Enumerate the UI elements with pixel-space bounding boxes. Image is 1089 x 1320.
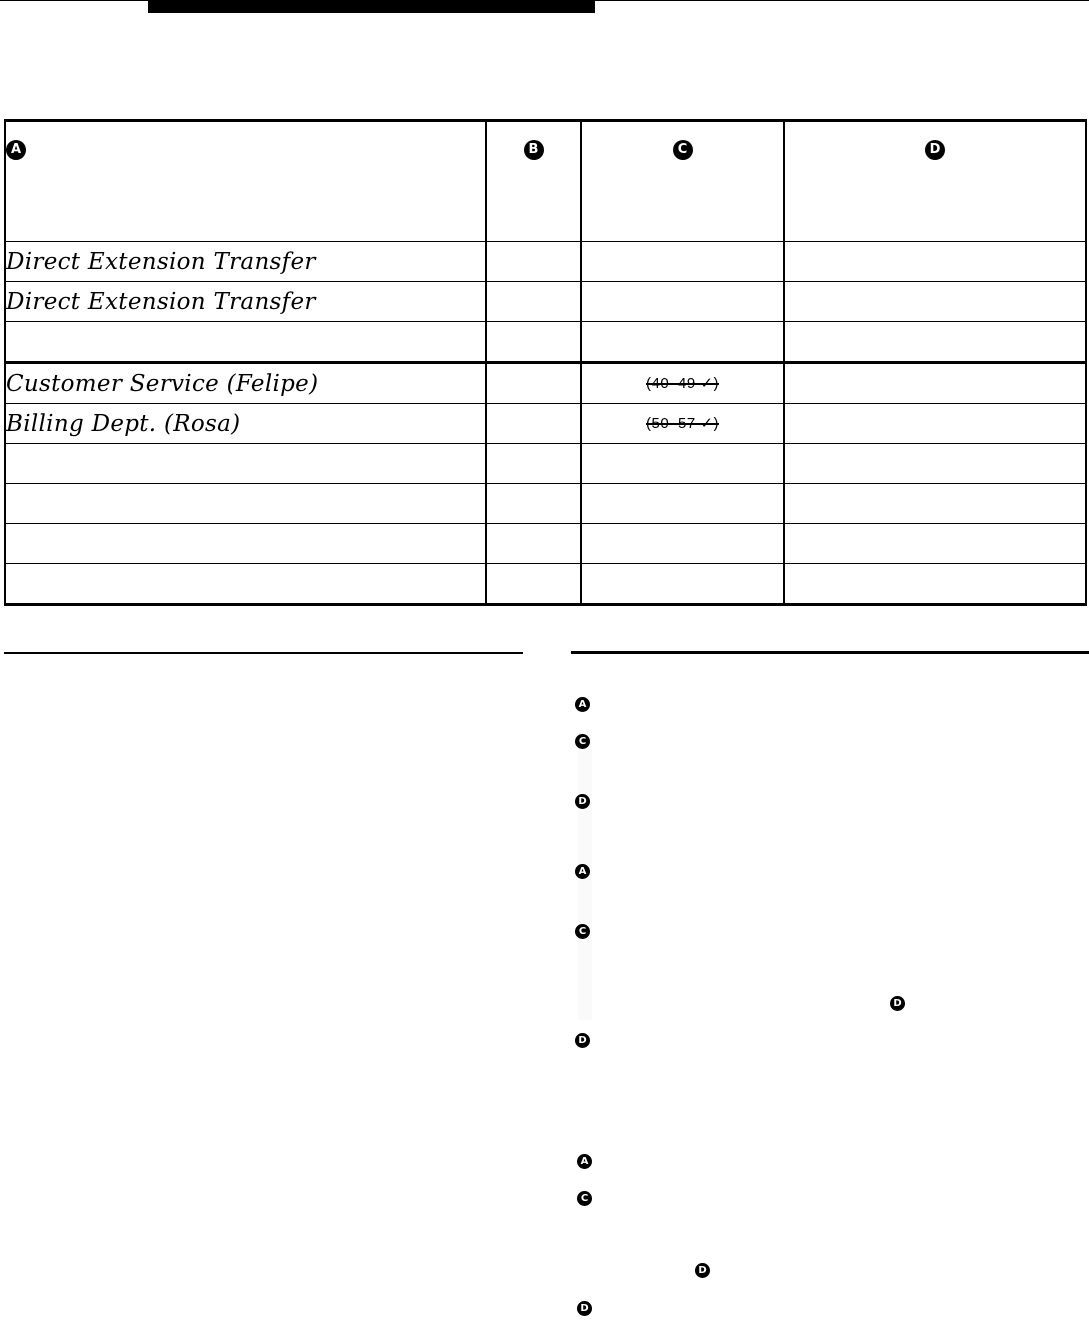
row-c-cell bbox=[581, 242, 784, 282]
row-name-cell bbox=[5, 444, 486, 484]
row-d-cell bbox=[784, 564, 1086, 605]
marker-d-icon: D bbox=[695, 1263, 710, 1278]
table-row bbox=[5, 282, 1086, 322]
left-section-rule bbox=[4, 652, 523, 654]
row-b-cell bbox=[486, 282, 581, 322]
table-row bbox=[5, 242, 1086, 282]
row-name-cell: Customer Service (Felipe) bbox=[5, 363, 486, 404]
marker-a-icon: A bbox=[575, 864, 590, 879]
row-d-cell bbox=[784, 242, 1086, 282]
table-row bbox=[5, 363, 1086, 404]
marker-d-icon: D bbox=[890, 996, 905, 1011]
row-b-cell bbox=[486, 322, 581, 363]
table-row bbox=[5, 444, 1086, 484]
row-c-cell bbox=[581, 564, 784, 605]
marker-d-icon: D bbox=[925, 140, 945, 160]
marker-b-icon: B bbox=[524, 140, 544, 160]
row-name-cell bbox=[5, 322, 486, 363]
marker-d-icon: D bbox=[575, 1033, 590, 1048]
row-d-cell bbox=[784, 363, 1086, 404]
row-c-cell bbox=[581, 444, 784, 484]
table-row bbox=[5, 484, 1086, 524]
marker-d-icon: D bbox=[575, 794, 590, 809]
row-d-cell bbox=[784, 322, 1086, 363]
row-d-cell bbox=[784, 524, 1086, 564]
struck-range-text: (50–57 ✓) bbox=[646, 415, 719, 432]
row-name-cell bbox=[5, 484, 486, 524]
marker-a-icon: A bbox=[575, 697, 590, 712]
table-row bbox=[5, 404, 1086, 444]
marker-c-icon: C bbox=[575, 924, 590, 939]
row-d-cell bbox=[784, 282, 1086, 322]
marker-a-icon: A bbox=[6, 140, 26, 160]
row-b-cell bbox=[486, 404, 581, 444]
right-section-rule bbox=[571, 651, 1089, 654]
row-b-cell bbox=[486, 363, 581, 404]
struck-range-text: (40–49 ✓) bbox=[646, 375, 719, 392]
row-c-cell bbox=[581, 282, 784, 322]
row-c-cell bbox=[581, 524, 784, 564]
row-c-cell bbox=[581, 363, 784, 404]
row-b-cell bbox=[486, 564, 581, 605]
marker-a-icon: A bbox=[577, 1154, 592, 1169]
column-c-header bbox=[581, 121, 784, 242]
marker-c-icon: C bbox=[577, 1191, 592, 1206]
row-name-cell bbox=[5, 564, 486, 605]
row-b-cell bbox=[486, 484, 581, 524]
row-name-cell: Billing Dept. (Rosa) bbox=[5, 404, 486, 444]
column-a-header bbox=[5, 121, 486, 242]
row-d-cell bbox=[784, 444, 1086, 484]
row-d-cell bbox=[784, 484, 1086, 524]
row-c-cell bbox=[581, 484, 784, 524]
marker-c-icon: C bbox=[575, 734, 590, 749]
row-name-cell: Direct Extension Transfer bbox=[5, 282, 486, 322]
marker-c-icon: C bbox=[673, 140, 693, 160]
row-name-cell bbox=[5, 524, 486, 564]
row-b-cell bbox=[486, 524, 581, 564]
row-b-cell bbox=[486, 444, 581, 484]
row-b-cell bbox=[486, 242, 581, 282]
row-name-cell: Direct Extension Transfer bbox=[5, 242, 486, 282]
header-bar bbox=[148, 0, 595, 13]
row-c-cell bbox=[581, 322, 784, 363]
row-c-cell bbox=[581, 404, 784, 444]
marker-d-icon: D bbox=[577, 1301, 592, 1316]
column-b-header bbox=[486, 121, 581, 242]
table-row bbox=[5, 322, 1086, 363]
table-header-row bbox=[5, 121, 1086, 242]
column-d-header bbox=[784, 121, 1086, 242]
table-row bbox=[5, 564, 1086, 605]
planning-table bbox=[4, 119, 1087, 606]
row-d-cell bbox=[784, 404, 1086, 444]
table-row bbox=[5, 524, 1086, 564]
